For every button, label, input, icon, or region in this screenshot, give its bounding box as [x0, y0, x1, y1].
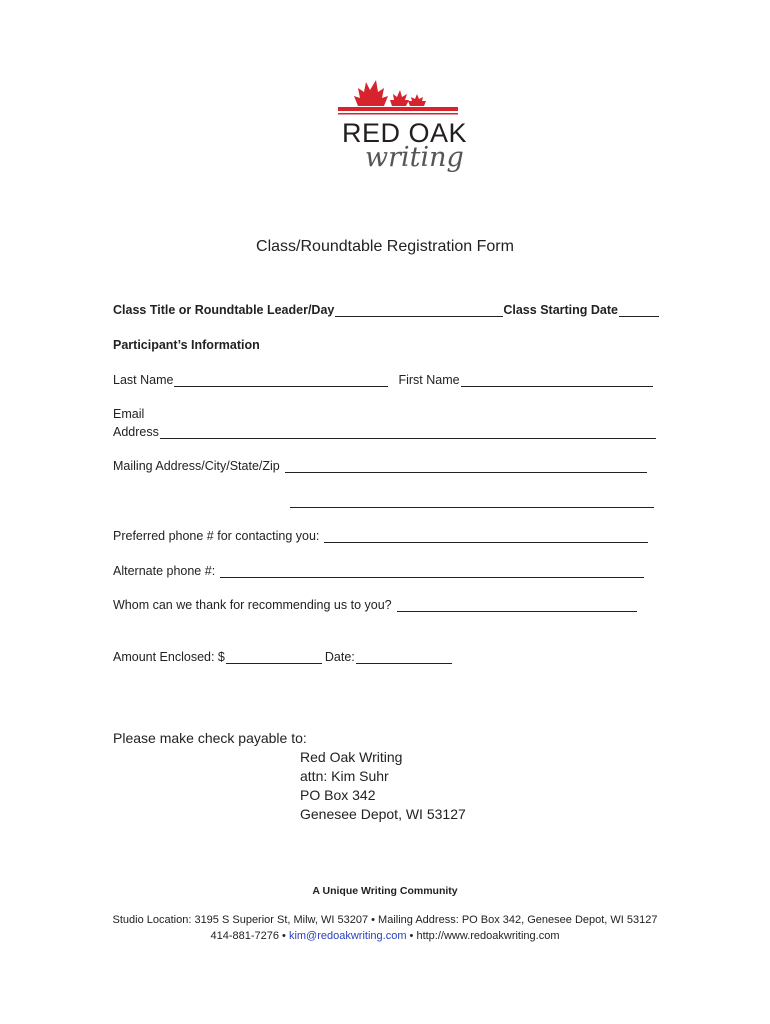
- alt-phone-row: [113, 564, 644, 578]
- payto-line: Genesee Depot, WI 53127: [300, 806, 466, 822]
- recommend-field[interactable]: [397, 598, 637, 612]
- amount-field[interactable]: [226, 650, 322, 664]
- class-start-field[interactable]: [619, 303, 659, 317]
- phone-label: Preferred phone # for contacting you:: [113, 529, 320, 543]
- phone-field[interactable]: [324, 529, 648, 543]
- contact-phone: 414-881-7276: [210, 930, 279, 942]
- last-name-field[interactable]: [174, 373, 388, 387]
- form-title: Class/Roundtable Registration Form: [256, 238, 514, 255]
- payto-line: PO Box 342: [300, 787, 376, 803]
- email-label-2: Address: [113, 425, 159, 439]
- brand-name: RED OAK: [342, 118, 468, 148]
- date-label: Date:: [324, 650, 355, 664]
- brand-stripe-thin: [338, 113, 458, 115]
- contact-email-link[interactable]: kim@redoakwriting.com: [288, 930, 407, 942]
- email-field[interactable]: [160, 425, 656, 439]
- amount-row: [113, 650, 452, 664]
- amount-label: Amount Enclosed: $: [113, 650, 225, 664]
- leaf-right-icon: [408, 94, 426, 106]
- alt-phone-field[interactable]: [220, 564, 644, 578]
- website-link[interactable]: http://www.redoakwriting.com: [416, 930, 560, 942]
- phone-row: [113, 529, 648, 543]
- mailing-label: Mailing Address/City/State/Zip: [113, 459, 280, 473]
- brand-script: writing: [365, 142, 464, 173]
- email-row: [113, 425, 656, 439]
- class-title-field[interactable]: [335, 303, 503, 317]
- first-name-field[interactable]: [461, 373, 653, 387]
- email-label-1: Email: [113, 407, 145, 421]
- last-name-label: Last Name: [113, 373, 174, 387]
- payto-line: attn: Kim Suhr: [300, 768, 389, 784]
- class-title-row: [113, 303, 659, 317]
- recommend-row: [113, 598, 637, 612]
- recommend-label: Whom can we thank for recommending us to you?: [113, 598, 392, 612]
- date-field[interactable]: [356, 650, 452, 664]
- leaf-small-icon: [390, 90, 409, 106]
- mailing-field[interactable]: [285, 459, 647, 473]
- section-heading: Participant’s Information: [113, 338, 260, 352]
- tagline: A Unique Writing Community: [312, 885, 458, 897]
- payto-line: Red Oak Writing: [300, 749, 403, 765]
- contact-line: 414-881-7276 • kim@redoakwriting.com • http://www.redoakwriting.com: [210, 930, 560, 942]
- first-name-label: First Name: [398, 373, 460, 387]
- class-title-label: Class Title or Roundtable Leader/Day: [113, 303, 335, 317]
- leaf-large-icon: [354, 80, 388, 106]
- alt-phone-label: Alternate phone #:: [113, 564, 216, 578]
- payto-heading: Please make check payable to:: [113, 730, 307, 746]
- mailing-field-2[interactable]: [290, 507, 654, 508]
- studio-address: Studio Location: 3195 S Superior St, Milw, WI 53207 • Mailing Address: PO Box 342, Genesee Depot, WI 53127: [112, 914, 658, 926]
- class-start-label: Class Starting Date: [503, 303, 618, 317]
- brand-stripe: [338, 107, 458, 111]
- name-row: [113, 373, 653, 387]
- mailing-row: [113, 459, 647, 473]
